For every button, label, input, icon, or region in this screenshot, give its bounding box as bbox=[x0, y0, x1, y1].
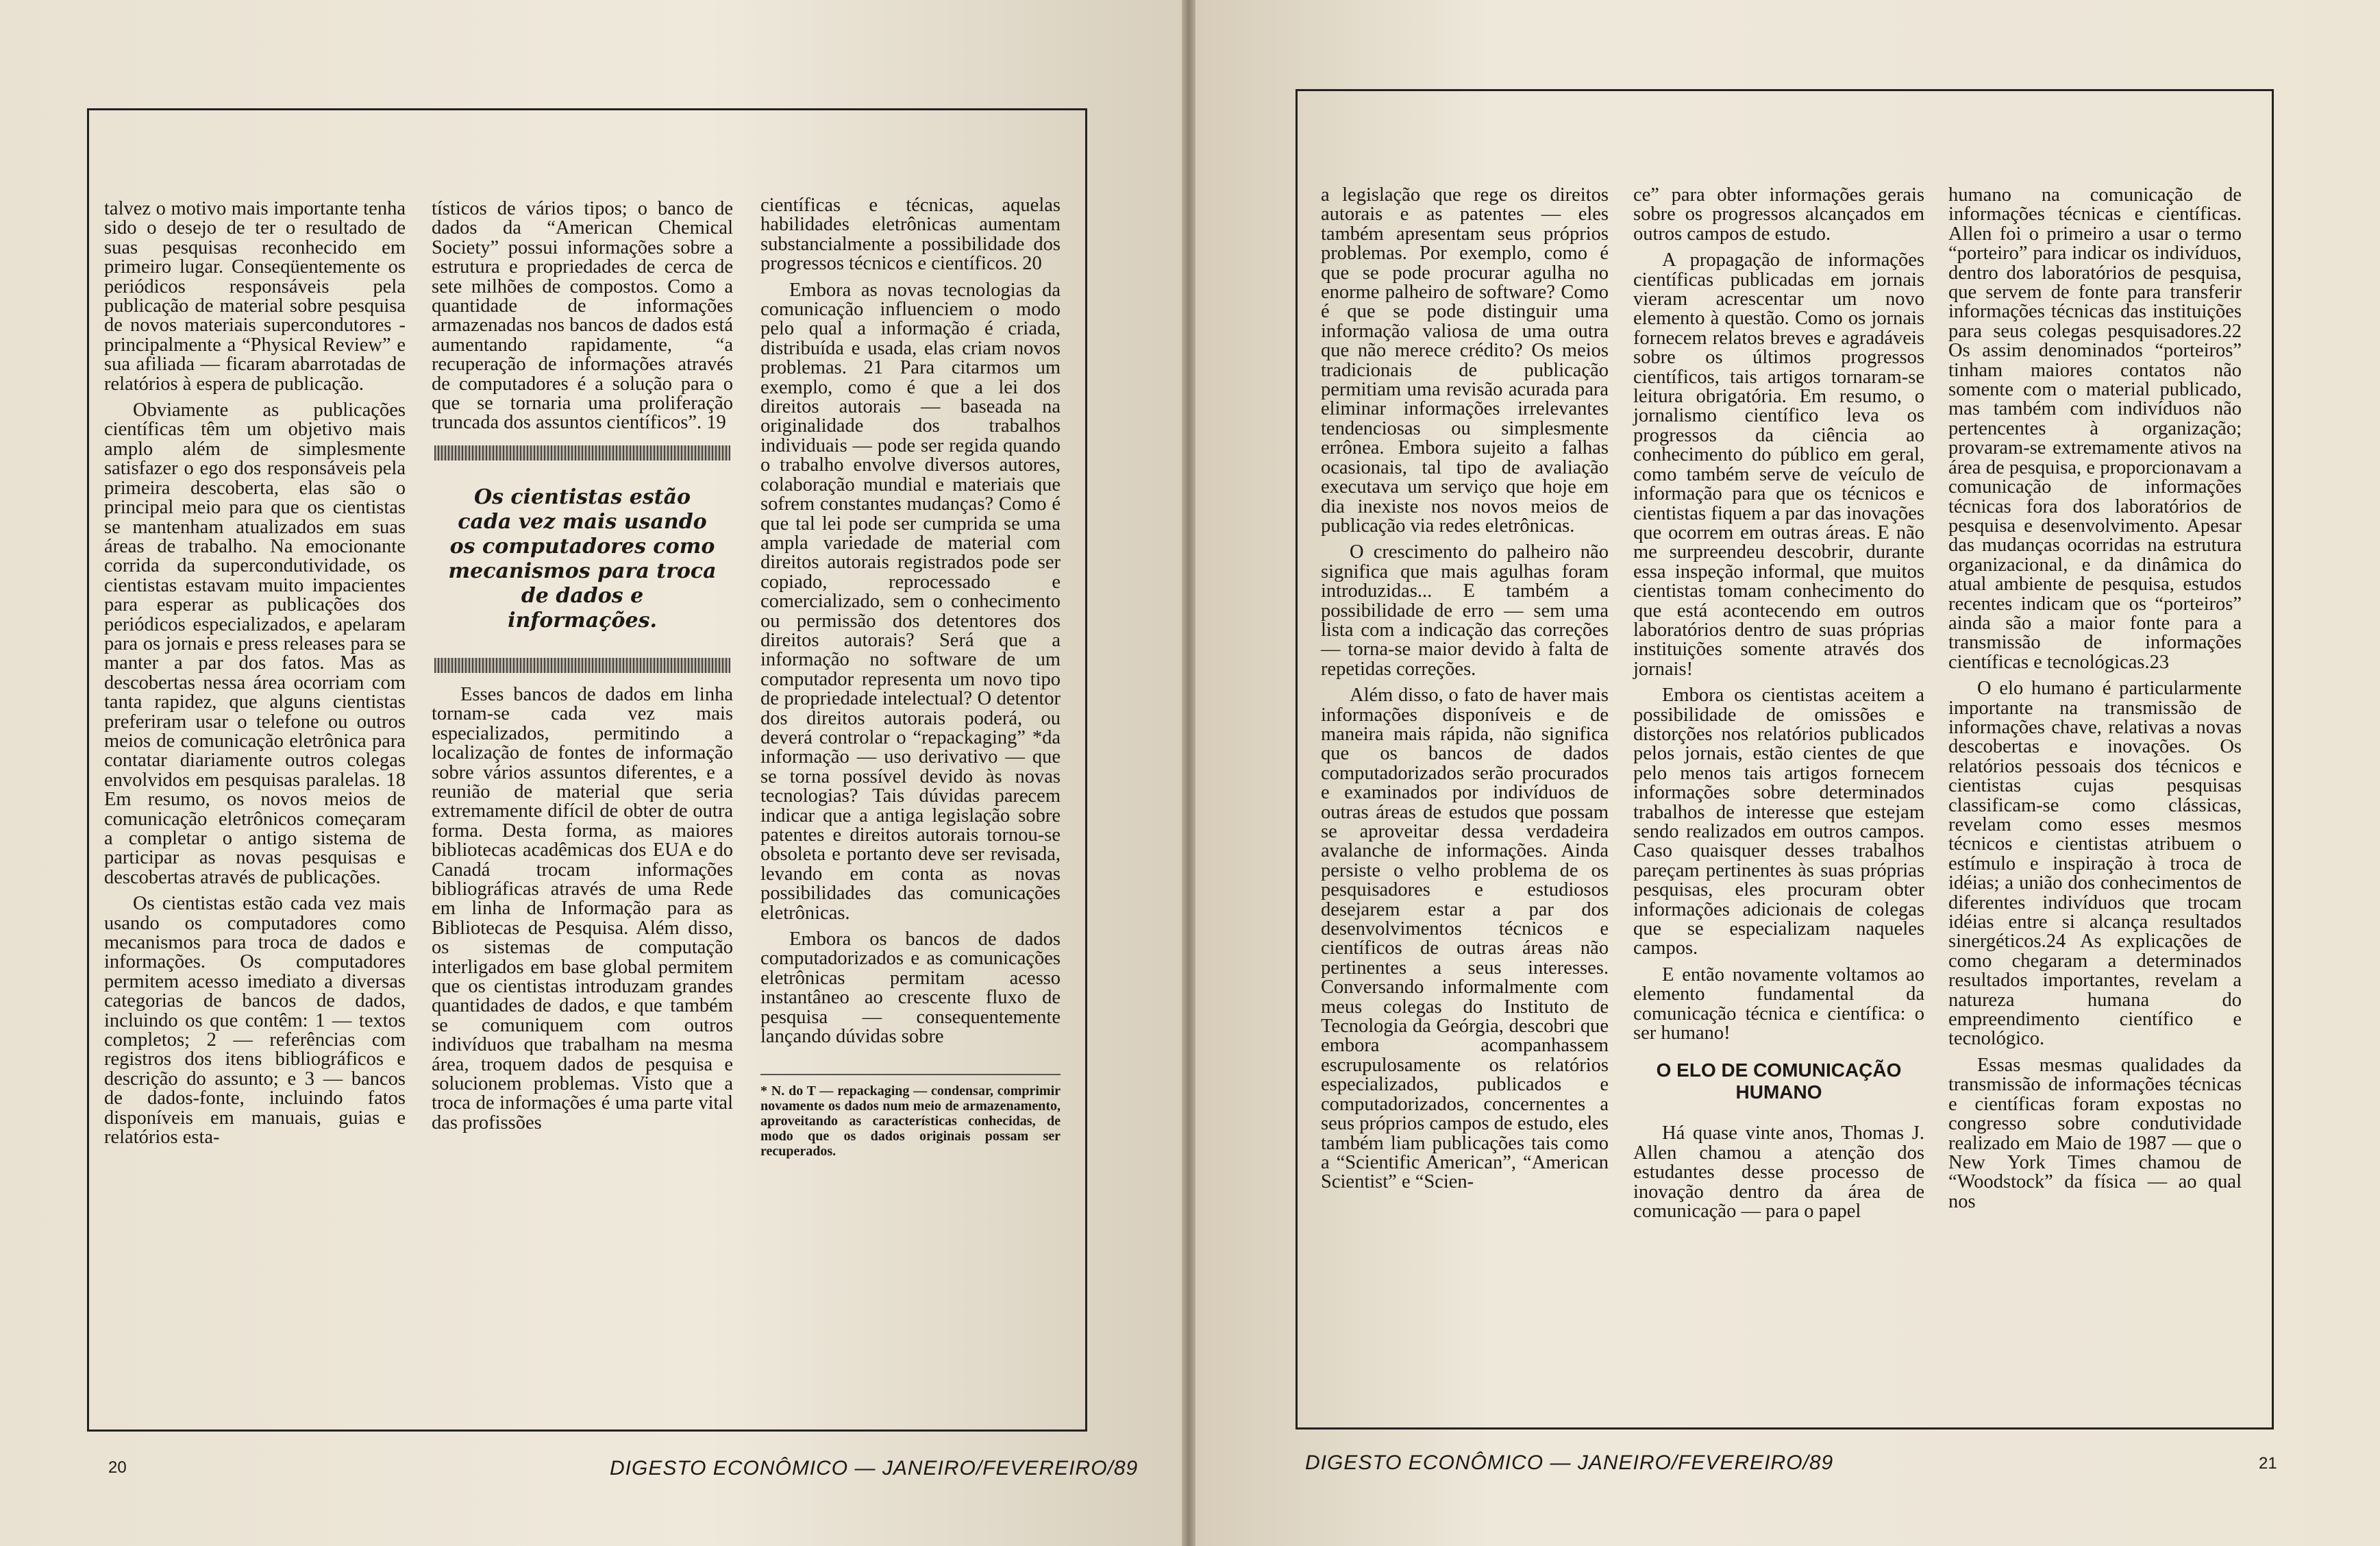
page-number: 21 bbox=[2259, 1454, 2277, 1473]
left-page bbox=[0, 0, 1182, 1546]
paragraph: Embora os bancos de dados computadorizados e as comunicações eletrônicas permitam acesso instantâneo ao crescente fluxo de pesquisa — consequentemente lançando dúvidas sobre bbox=[760, 929, 1061, 1048]
paragraph: Embora os cientistas aceitem a possibilidade de omissões e distorções nos relatórios publicados pelos jornais, estão cientes de que pelo menos tais artigos fornecem informações sobre determinados trabalhos de interesse que estejam sendo realizados em outros campos. Caso quaisquer desses trabalhos pareçam pertinentes às suas próprias pesquisas, eles procuram obter informações adicionais de colegas que se especializam naqueles campos. bbox=[1633, 685, 1924, 959]
right-column-1 bbox=[1321, 186, 1609, 1199]
paragraph: O elo humano é particularmente importante na transmissão de informações chave, relativas a novas descobertas e inovações. Os relatórios pessoais dos técnicos e cientistas cujas pesquisas classificam-se como clássicas, revelam como esses mesmos técnicos e cientistas atribuem o estímulo e inspiração à troca de idéias; a união dos conhecimentos de diferentes indivíduos que trocam idéias entre si alcança resultados sinergéticos.24 As explicações de como chegaram a determinados resultados importantes, revelam a natureza humana do empreendimento científico e tecnológico. bbox=[1948, 678, 2242, 1050]
paragraph: Há quase vinte anos, Thomas J. Allen chamou a atenção dos estudantes desse processo de inovação dentro da área de comunicação — para o papel bbox=[1633, 1122, 1924, 1223]
right-page bbox=[1195, 0, 2380, 1546]
right-column-2 bbox=[1633, 186, 1924, 1229]
paragraph: O crescimento do palheiro não significa que mais agulhas foram introduzidas... E também a possibilidade de erro — sem uma lista com a indicação das correções — torna-se maior devido à falta de repetidas correções. bbox=[1321, 541, 1609, 680]
left-page-frame bbox=[87, 108, 1087, 1432]
paragraph: Esses bancos de dados em linha tornam-se cada vez mais especializados, permitindo a localização de fontes de informação sobre vários assuntos diferentes, e a reunião de material que seria extremamente difícil de obter de outra forma. Desta forma, as maiores bibliotecas acadêmicas dos EUA e do Canadá trocam informações bibliográficas através de uma Rede em linha de Informação para as Bibliotecas de Pesquisa. Além disso, os sistemas de computação interligados em base global permitem que os cientistas introduzam grandes quantidades de dados, e que também se comuniquem com outros indivíduos que trabalham na mesma área, troquem dados de pesquisa e solucionem problemas. Visto que a troca de informações é uma parte vital das profissões bbox=[432, 683, 733, 1133]
running-footer: DIGESTO ECONÔMICO — JANEIRO/FEVEREIRO/89 bbox=[610, 1457, 1139, 1480]
paragraph: ce” para obter informações gerais sobre os progressos alcançados em outros campos de estudo. bbox=[1633, 184, 1924, 245]
paragraph: a legislação que rege os direitos autorais e as patentes — eles também apresentam seus próprios problemas. Por exemplo, como é que se pode procurar agulha no enorme palheiro de software? Como é que se pode distinguir uma informação valiosa de uma outra que não merece crédito? Os meios tradicionais de publicação permitiam uma revisão acurada para eliminar informações irrelevantes tendenciosas ou simplesmente errônea. Embora sujeito a falhas ocasionais, tal tipo de avaliação executava um serviço que hoje em dia inexiste nos novos meios de publicação via redes eletrônicas. bbox=[1321, 184, 1609, 537]
page-number: 20 bbox=[108, 1458, 127, 1477]
paragraph: Obviamente as publicações científicas têm um objetivo mais amplo além de simplesmente satisfazer o ego dos responsáveis pela primeira descoberta, elas são o principal meio para que os cientistas se mantenham atualizados em suas áreas de trabalho. Na emocionante corrida da supercondutividade, os cientistas estavam muito impacientes para esperar as publicações dos periódicos especializados, e apelaram para os jornais e press releases para se manter a par dos fatos. Mas as descobertas nessa área ocorriam com tanta rapidez, que alguns cientistas preferiram usar o telefone ou outros meios de comunicação eletrônica para contatar diariamente outros colegas envolvidos em pesquisas paralelas. 18 Em resumo, os novos meios de comunicação eletrônicos começaram a completar o antigo sistema de participar as novas pesquisas e descobertas através de publicações. bbox=[104, 400, 406, 888]
paragraph: A propagação de informações científicas publicadas em jornais vieram acrescentar um novo elemento à questão. Como os jornais fornecem relatos breves e agradáveis sobre os últimos progressos científicos, tais artigos tornaram-se leitura obrigatória. Em resumo, o jornalismo científico leva os progressos da ciência ao conhecimento do público em geral, como também serve de veículo de informação para que os técnicos e cientistas fiquem a par das inovações que ocorrem em outras áreas. E não me surpreendeu descobrir, durante essa inspeção informal, que muitos cientistas tomam conhecimento do que está acontecendo em outros laboratórios dentro de suas próprias instituições somente através dos jornais! bbox=[1633, 249, 1924, 680]
paragraph: Essas mesmas qualidades da transmissão de informações técnicas e científicas foram expostas no congresso sobre condutividade realizado em Maio de 1987 — que o New York Times chamou de “Woodstock” da física — ao qual nos bbox=[1948, 1054, 2242, 1212]
left-column-2 bbox=[432, 199, 733, 1140]
pullquote: Os cientistas estão cada vez mais usando os computadores como mecanismos para troca de dados e informações. bbox=[448, 484, 717, 633]
gutter bbox=[1182, 0, 1195, 1546]
running-footer: DIGESTO ECONÔMICO — JANEIRO/FEVEREIRO/89 bbox=[1305, 1451, 1834, 1474]
right-column-3 bbox=[1948, 186, 2242, 1218]
paragraph: Além disso, o fato de haver mais informações disponíveis e de maneira mais rápida, não significa que os bancos de dados computadorizados serão procurados e examinados por indivíduos de outras áreas de estudos que possam se aproveitar dessa verdadeira avalanche de informações. Ainda persiste o velho problema de os pesquisadores e estudiosos desejarem estar a par dos desenvolvimentos técnicos e científicos de outras áreas não pertinentes a seus interesses. Conversando informalmente com meus colegas do Instituto de Tecnologia da Geórgia, descobri que embora acompanhassem escrupulosamente os relatórios especializados, publicados e computadorizados, concernentes a seus próprios campos de estudo, eles também liam publicações tais como a “Scientific American”, “American Scientist” e “Scien- bbox=[1321, 685, 1609, 1193]
paragraph: E então novamente voltamos ao elemento fundamental da comunicação técnica e científica: o ser humano! bbox=[1633, 964, 1924, 1044]
pullquote-top-rule bbox=[434, 445, 730, 461]
section-heading: O ELO DE COMUNICAÇÃO HUMANO bbox=[1656, 1059, 1902, 1103]
paragraph: talvez o motivo mais importante tenha sido o desejo de ter o resultado de suas pesquisas reconhecido em primeiro lugar. Conseqüentemente os periódicos responsáveis pela publicação de material sobre pesquisa de novos materiais supercondutores - principalmente a “Physical Review” e sua afiliada — ficaram abarrotadas de relatórios à espera de publicação. bbox=[104, 198, 406, 395]
right-page-frame bbox=[1296, 89, 2274, 1430]
footnote bbox=[760, 1074, 1061, 1159]
left-column-3 bbox=[760, 196, 1061, 1159]
pullquote-bottom-rule bbox=[434, 658, 730, 673]
paragraph: Os cientistas estão cada vez mais usando os computadores como mecanismos para troca de dados e informações. Os computadores permitem acesso imediato a diversas categorias de bancos de dados, incluindo os que contêm: 1 — textos completos; 2 — referências com registros dos itens bibliográficos e descrição do assunto; e 3 — bancos de dados-fonte, incluindo fatos disponíveis em manuais, guias e relatórios esta- bbox=[104, 893, 406, 1149]
paragraph: tísticos de vários tipos; o banco de dados da “American Chemical Society” possui informações sobre a estrutura e propriedades de cerca de sete milhões de compostos. Como a quantidade de informações armazenadas nos bancos de dados está aumentando rapidamente, “a recuperação de informações através de computadores é a solução para o que se tornaria uma proliferação truncada dos assuntos científicos”. 19 bbox=[432, 198, 733, 434]
paragraph: Embora as novas tecnologias da comunicação influenciem o modo pelo qual a informação é criada, distribuída e usada, elas criam novos problemas. 21 Para citarmos um exemplo, como é que a lei dos direitos autorais — baseada na originalidade dos trabalhos individuais — pode ser regida quando o trabalho envolve diversos autores, colaboração mundial e materiais que sofrem constantes mudanças? Como é que tal lei pode ser cumprida se uma ampla variedade de material com direitos autorais registrados pode ser copiado, reprocessado e comercializado, sem o conhecimento ou permissão dos detentores dos direitos autorais? Será que a informação no software de um computador representa um novo tipo de propriedade intelectual? O detentor dos direitos autorais poderá, ou deverá controlar o “repackaging” *da informação — uso derivativo — que se torna possível devido às novas tecnologias? Tais dúvidas parecem indicar que a antiga legislação sobre patentes e direitos autorais tornou-se obsoleta e portanto deve ser revisada, levando em conta as novas possibilidades das comunicações eletrônicas. bbox=[760, 279, 1061, 924]
left-column-1 bbox=[104, 199, 406, 1155]
paragraph: científicas e técnicas, aquelas habilidades eletrônicas aumentam substancialmente a possibilidade dos progressos técnicos e científicos. 20 bbox=[760, 195, 1061, 275]
footnote-text: * N. do T — repackaging — condensar, comprimir novamente os dados num meio de armazenamento, aproveitando as características conhecidas, de modo que os dados originais possam ser recuperados. bbox=[760, 1083, 1061, 1160]
paragraph: humano na comunicação de informações técnicas e científicas. Allen foi o primeiro a usar o termo “porteiro” para indicar os indivíduos, dentro dos laboratórios de pesquisa, que servem de fonte para transferir informações técnicas das instituições para seus colegas pesquisadores.22 Os assim denominados “porteiros” tinham maiores contatos não somente com o material publicado, mas também com indivíduos não pertencentes à organização; provaram-se extremamente ativos na área de pesquisa, e proporcionavam a comunicação de informações técnicas fora dos laboratórios de pesquisa e desenvolvimento. Apesar das mudanças ocorridas na estrutura organizacional, e da dinâmica do atual ambiente de pesquisa, estudos recentes indicam que os “porteiros” ainda são a maior fonte para a transmissão de informações científicas e tecnológicas.23 bbox=[1948, 184, 2242, 673]
